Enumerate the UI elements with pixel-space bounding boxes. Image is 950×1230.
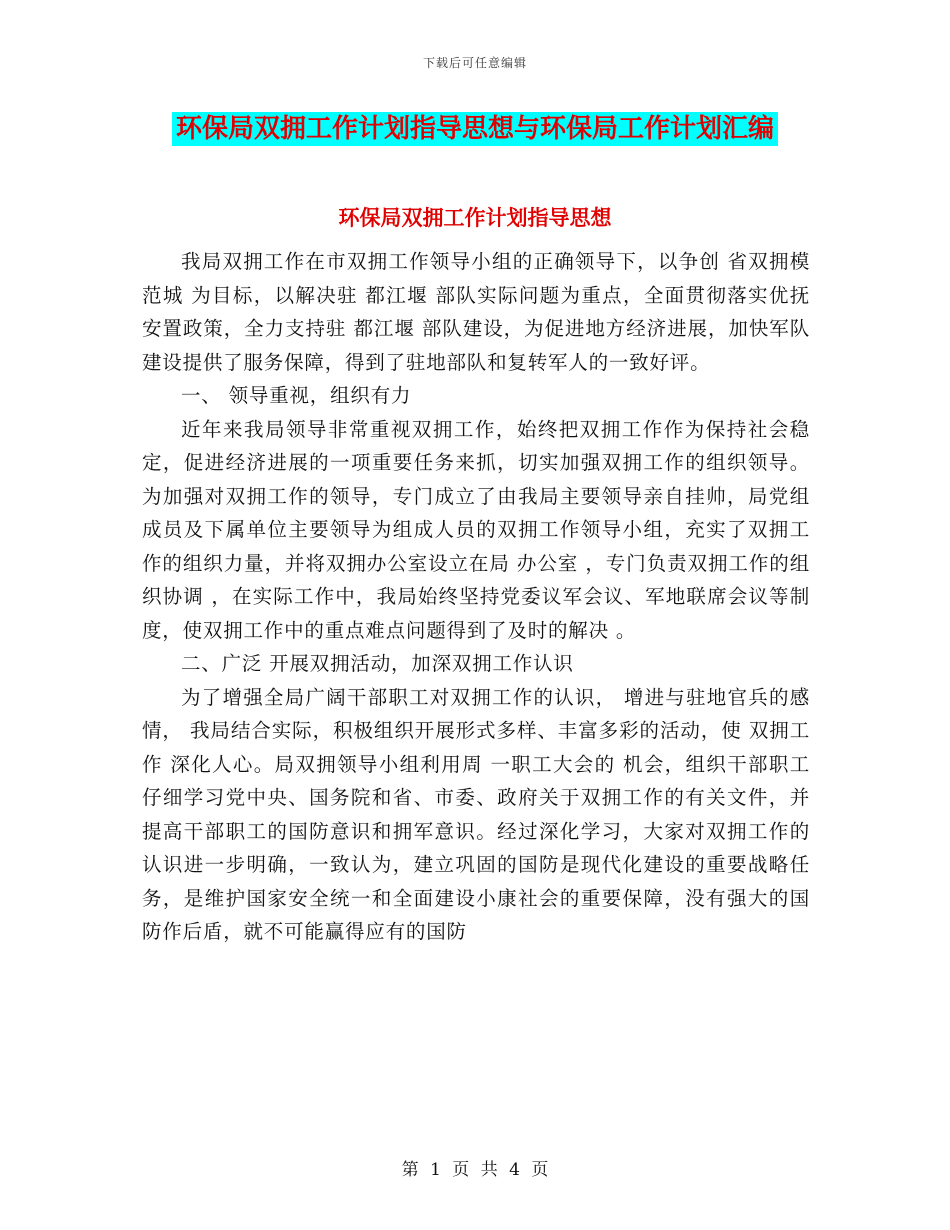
section-title: 环保局双拥工作计划指导思想 bbox=[338, 206, 612, 230]
heading-activities: 二、广泛 开展双拥活动，加深双拥工作认识 bbox=[181, 652, 574, 675]
document-body bbox=[142, 245, 810, 949]
document-title: 环保局双拥工作计划指导思想与环保局工作计划汇编 bbox=[172, 112, 778, 146]
heading-leadership: 一、 领导重视，组织有力 bbox=[181, 384, 412, 407]
header-note: 下载后可任意编辑 bbox=[422, 56, 527, 70]
page-footer: 第 1 页 共 4 页 bbox=[401, 1160, 549, 1180]
paragraph-activities: 为了增强全局广阔干部职工对双拥工作的认识， 增进与驻地官兵的感情， 我局结合实际，积极组织开展形式多样、丰富多彩的活动，使 双拥工作 深化人心。局双拥领导小组利用周 一职工大会的 机会，组织干部职工仔细学习党中央、国务院和省、市委、政府关于双拥工作的有关文件，并提高干部职工的国防意识和拥军意识。经过深化学习，大家对双拥工作的认识进一步明确，一致认为，建立巩固的国防是现代化建设的重要战略任务，是维护国家安全统一和全面建设小康社会的重要保障，没有强大的国防作后盾，就不可能赢得应有的国防 bbox=[142, 685, 810, 943]
main-title-wrap bbox=[0, 112, 950, 146]
paragraph-leadership: 近年来我局领导非常重视双拥工作，始终把双拥工作作为保持社会稳定，促进经济进展的一项重要任务来抓，切实加强双拥工作的组织领导。为加强对双拥工作的领导，专门成立了由我局主要领导亲自挂帅，局党组成员及下属单位主要领导为组成人员的双拥工作领导小组，充实了双拥工作的组织力量，并将双拥办公室设立在局 办公室 ，专门负责双拥工作的组织协调 ，在实际工作中，我局始终坚持党委议军会议、军地联席会议等制度，使双拥工作中的重点难点问题得到了及时的解决 。 bbox=[142, 417, 810, 642]
paragraph-intro: 我局双拥工作在市双拥工作领导小组的正确领导下，以争创 省双拥模范城 为目标，以解决驻 都江堰 部队实际问题为重点，全面贯彻落实优抚安置政策，全力支持驻 都江堰 部队建设，为促进地方经济进展，加快军队建设提供了服务保障，得到了驻地部队和复转军人的一致好评。 bbox=[142, 250, 810, 374]
